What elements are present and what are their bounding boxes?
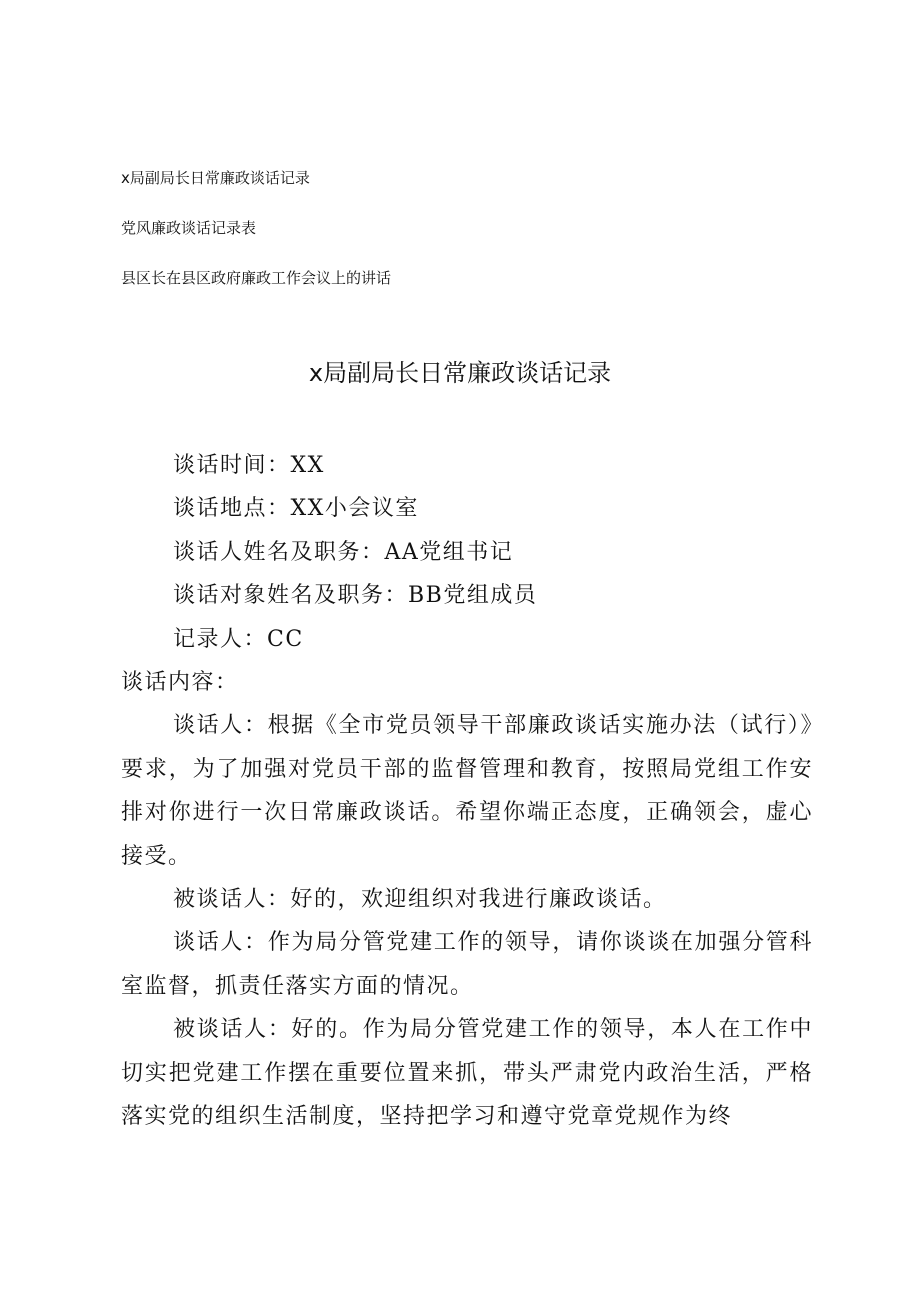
meta-interviewee: 谈话对象姓名及职务：BB党组成员 xyxy=(173,583,538,609)
toc-item: 县区长在县区政府廉政工作会议上的讲话 xyxy=(121,269,392,287)
meta-location: 谈话地点：XX小会议室 xyxy=(173,496,419,522)
paragraph: 谈话人：根据《全市党员领导干部廉政谈话实施办法（试行）》要求，为了加强对党员干部的监督管理和教育，按照局党组工作安排对你进行一次日常廉政谈话。希望你端正态度，正确领会，虚心接受。 xyxy=(121,713,813,869)
paragraph: 谈话人：作为局分管党建工作的领导，请你谈谈在加强分管科室监督，抓责任落实方面的情况。 xyxy=(121,930,813,999)
document-title: x局副局长日常廉政谈话记录 xyxy=(308,359,612,387)
meta-recorder: 记录人：CC xyxy=(173,626,304,652)
content-label: 谈话内容： xyxy=(121,670,239,696)
paragraph: 被谈话人：好的，欢迎组织对我进行廉政谈话。 xyxy=(173,887,667,913)
meta-time: 谈话时间：XX xyxy=(173,453,325,478)
toc-item: 党风廉政谈话记录表 xyxy=(121,219,257,237)
paragraph: 被谈话人：好的。作为局分管党建工作的领导，本人在工作中切实把党建工作摆在重要位置来抓，带头严肃党内政治生活，严格落实党的组织生活制度，坚持把学习和遵守党章党规作为终 xyxy=(121,1017,813,1130)
toc-item: x局副局长日常廉政谈话记录 xyxy=(121,169,310,187)
meta-interviewer: 谈话人姓名及职务：AA党组书记 xyxy=(173,539,514,565)
document-body xyxy=(121,444,813,1139)
table-of-contents xyxy=(121,168,821,318)
